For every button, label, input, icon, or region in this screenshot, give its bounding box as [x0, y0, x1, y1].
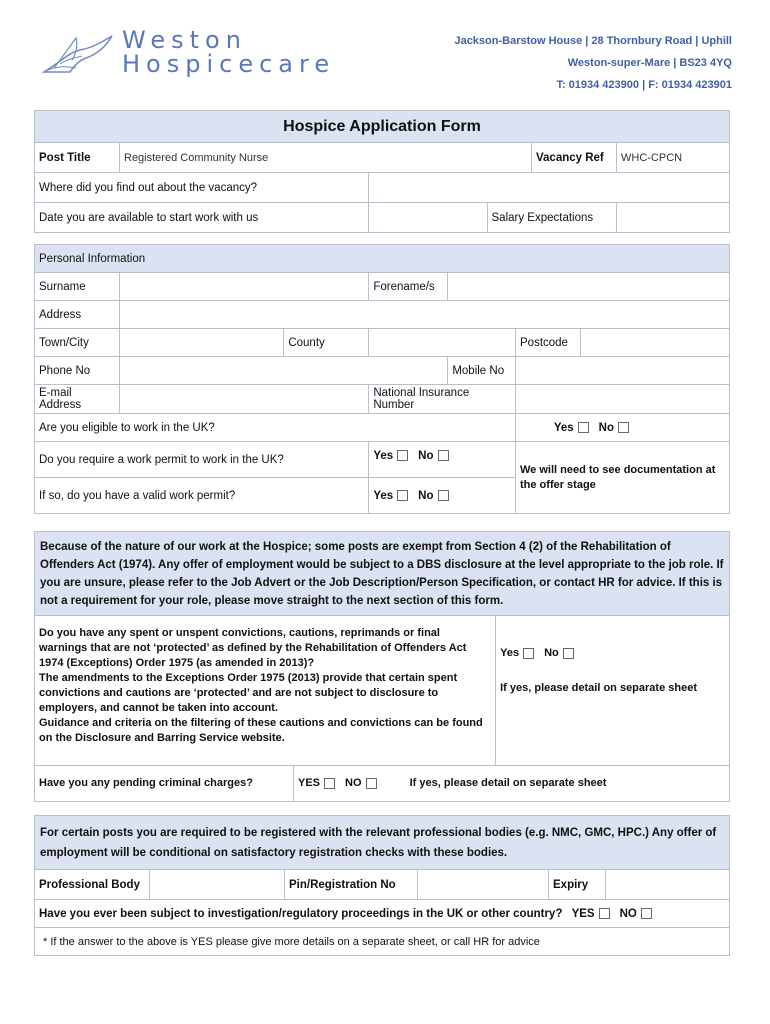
pending-charges-question: Have you any pending criminal charges?	[35, 766, 294, 802]
convictions-answer-cell	[496, 616, 730, 766]
vacancy-source-label: Where did you find out about the vacancy?	[35, 173, 369, 203]
professional-body-field[interactable]	[150, 870, 285, 900]
eligible-yes-checkbox[interactable]	[578, 422, 589, 433]
dbs-guidance: Guidance and criteria on the filtering of these cautions and convictions can be found on the Disclosure and Barring Service website.	[39, 717, 483, 744]
personal-info-header: Personal Information	[35, 245, 730, 273]
pending-charges-options	[294, 766, 730, 802]
pin-field[interactable]	[418, 870, 549, 900]
contact-line: T: 01934 423900 | F: 01934 423901	[556, 79, 732, 91]
forenames-label: Forename/s	[369, 273, 448, 301]
permit-required-options	[369, 442, 516, 478]
salary-field[interactable]	[617, 203, 730, 233]
permit-valid-no-label: No	[418, 489, 434, 502]
personal-info-table	[34, 244, 730, 514]
address-label: Address	[35, 301, 120, 329]
start-date-field[interactable]	[368, 203, 487, 233]
investigation-yes-label: YES	[571, 907, 595, 920]
forenames-field[interactable]	[448, 273, 730, 301]
ni-field[interactable]	[516, 385, 730, 414]
vacancy-ref-field[interactable]: WHC-CPCN	[617, 143, 730, 173]
pin-label: Pin/Registration No	[285, 870, 418, 900]
permit-valid-options	[369, 478, 516, 514]
eligible-no-label: No	[598, 421, 614, 434]
email-field[interactable]	[120, 385, 369, 414]
professional-registration-table	[34, 815, 730, 956]
pending-detail-note: If yes, please detail on separate sheet	[409, 777, 607, 789]
investigation-no-label: NO	[619, 907, 637, 920]
eligible-options	[516, 414, 730, 442]
permit-required-yes-checkbox[interactable]	[397, 450, 408, 461]
address-line-2: Weston-super-Mare | BS23 4YQ	[567, 57, 732, 69]
postcode-field[interactable]	[581, 329, 730, 357]
postcode-label: Postcode	[516, 329, 581, 357]
permit-valid-no-checkbox[interactable]	[438, 490, 449, 501]
convictions-yes-label: Yes	[500, 647, 520, 659]
vacancy-ref-label: Vacancy Ref	[532, 143, 617, 173]
mobile-label: Mobile No	[448, 357, 516, 385]
rehabilitation-table	[34, 531, 730, 802]
permit-valid-question: If so, do you have a valid work permit?	[35, 478, 369, 514]
convictions-detail-note: If yes, please detail on separate sheet	[500, 682, 697, 694]
eligible-question: Are you eligible to work in the UK?	[35, 414, 516, 442]
documentation-note: We will need to see documentation at the offer stage	[516, 442, 730, 514]
permit-required-yes-label: Yes	[373, 450, 394, 462]
county-label: County	[284, 329, 369, 357]
pending-yes-label: YES	[298, 777, 321, 789]
surname-field[interactable]	[120, 273, 369, 301]
investigation-footnote: * If the answer to the above is YES please give more details on a separate sheet, or call HR for advice	[35, 928, 730, 956]
permit-valid-yes-checkbox[interactable]	[397, 490, 408, 501]
investigation-no-checkbox[interactable]	[641, 908, 652, 919]
address-block	[352, 30, 732, 96]
professional-intro: For certain posts you are required to be registered with the relevant professional bodies (e.g. NMC, GMC, HPC.) Any offer of employment will be conditional on satisfactory registration checks with these bodies.	[35, 816, 730, 870]
form-title: Hospice Application Form	[35, 111, 730, 143]
town-field[interactable]	[120, 329, 284, 357]
investigation-question-row	[35, 900, 730, 928]
salary-label: Salary Expectations	[487, 203, 616, 233]
address-line-1: Jackson-Barstow House | 28 Thornbury Road | Uphill	[454, 35, 732, 47]
permit-required-question: Do you require a work permit to work in the UK?	[35, 442, 369, 478]
county-field[interactable]	[369, 329, 516, 357]
town-label: Town/City	[35, 329, 120, 357]
surname-label: Surname	[35, 273, 120, 301]
application-header-table	[34, 110, 730, 233]
investigation-question: Have you ever been subject to investigation/regulatory proceedings in the UK or other country?	[39, 907, 563, 920]
dove-icon	[40, 32, 120, 76]
eligible-yes-label: Yes	[553, 421, 574, 434]
logo-line-2: Hospicecare	[122, 50, 336, 78]
logo-line-1: Weston	[122, 26, 247, 54]
convictions-no-label: No	[544, 647, 559, 659]
address-field[interactable]	[120, 301, 730, 329]
pending-no-label: NO	[345, 777, 362, 789]
ni-label: National Insurance Number	[369, 385, 516, 414]
convictions-question-cell	[35, 616, 496, 766]
expiry-field[interactable]	[606, 870, 730, 900]
phone-field[interactable]	[120, 357, 448, 385]
eligible-no-checkbox[interactable]	[618, 422, 629, 433]
vacancy-source-field[interactable]	[368, 173, 729, 203]
email-label: E-mail Address	[35, 385, 120, 414]
convictions-question: Do you have any spent or unspent convictions, cautions, reprimands or final warnings that are not ‘protected’ as defined by the Rehabilitation of Offenders Act 1974 (Exceptions) Order 1975 (as amended in 2013)?	[39, 627, 467, 669]
convictions-yes-checkbox[interactable]	[523, 648, 534, 659]
post-title-field[interactable]: Registered Community Nurse	[120, 143, 532, 173]
phone-label: Phone No	[35, 357, 120, 385]
convictions-no-checkbox[interactable]	[563, 648, 574, 659]
mobile-field[interactable]	[516, 357, 730, 385]
protected-explanation: The amendments to the Exceptions Order 1975 (2013) provide that certain spent convictions and cautions are ‘protected’ and are not subject to disclosure to employers, and cannot be taken into account.	[39, 672, 458, 714]
permit-required-no-checkbox[interactable]	[438, 450, 449, 461]
professional-body-label: Professional Body	[35, 870, 150, 900]
logo	[40, 28, 340, 80]
pending-no-checkbox[interactable]	[366, 778, 377, 789]
post-title-label: Post Title	[35, 143, 120, 173]
permit-required-no-label: No	[418, 450, 434, 462]
pending-yes-checkbox[interactable]	[324, 778, 335, 789]
start-date-label: Date you are available to start work with us	[35, 203, 369, 233]
investigation-yes-checkbox[interactable]	[599, 908, 610, 919]
permit-valid-yes-label: Yes	[373, 489, 394, 502]
rehabilitation-intro: Because of the nature of our work at the Hospice; some posts are exempt from Section 4 (2) of the Rehabilitation of Offenders Act (1974). Any offer of employment would be subject to a DBS disclosure at the level appropriate to the job role. If you are unsure, please refer to the Job Advert or the Job Description/Person Specification, or contact HR for advice. If this is not a requirement for your role, please move straight to the next section of this form.	[35, 532, 730, 616]
expiry-label: Expiry	[549, 870, 606, 900]
